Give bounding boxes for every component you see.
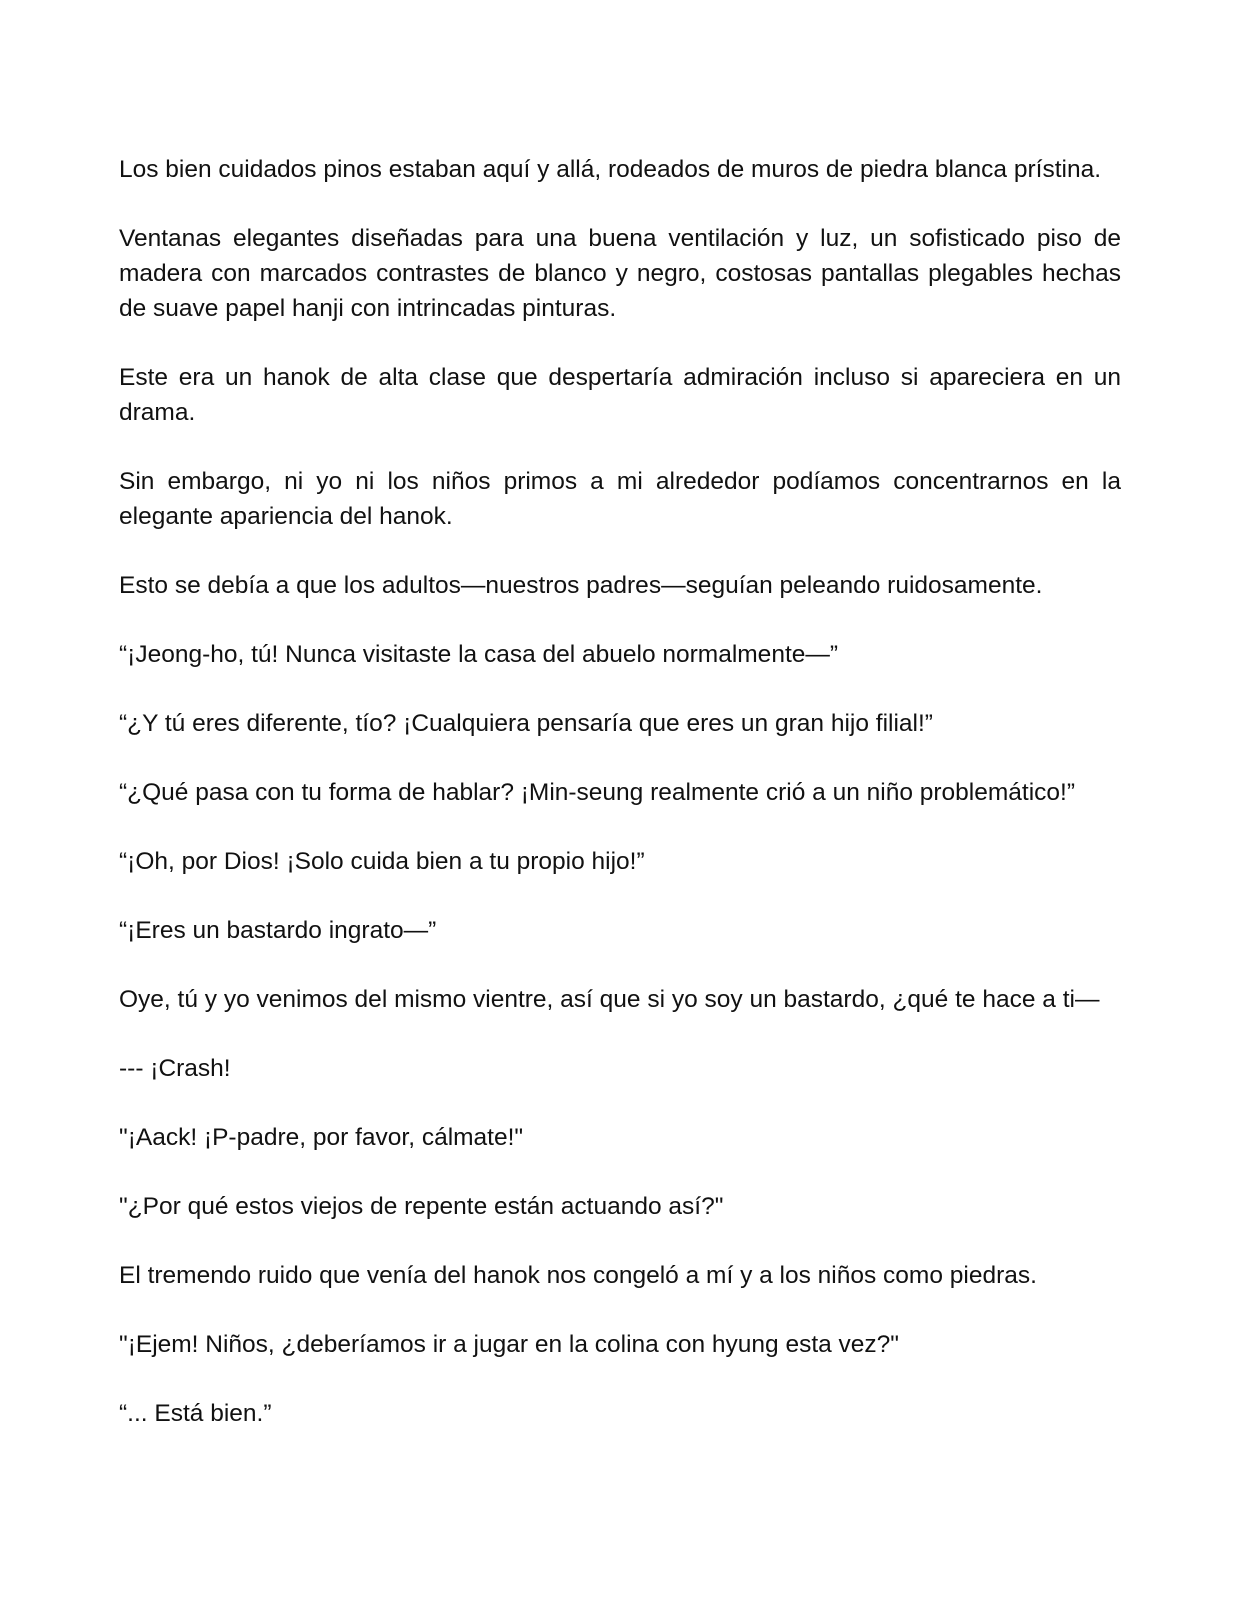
paragraph-6: Oye, tú y yo venimos del mismo vientre, así que si yo soy un bastardo, ¿qué te hace a ti— — [119, 986, 1100, 1013]
paragraph-2: Ventanas elegantes diseñadas para una buena ventilación y luz, un sofisticado piso de madera con marcados contrastes de blanco y negro, costosas pantallas plegables hechas de suave papel hanji con intrincadas pinturas. — [119, 225, 1121, 322]
dialogue-line-6: "¡Aack! ¡P-padre, por favor, cálmate!" — [119, 1124, 524, 1151]
dialogue-line-2: “¿Y tú eres diferente, tío? ¡Cualquiera pensaría que eres un gran hijo filial!” — [119, 710, 933, 737]
dialogue-line-3: “¿Qué pasa con tu forma de hablar? ¡Min-seung realmente crió a un niño problemático!” — [119, 779, 1075, 806]
dialogue-line-9: “... Está bien.” — [119, 1400, 272, 1427]
sound-effect-line: --- ¡Crash! — [119, 1055, 231, 1082]
dialogue-line-5: “¡Eres un bastardo ingrato—” — [119, 917, 437, 944]
paragraph-3: Este era un hanok de alta clase que despertaría admiración incluso si apareciera en un drama. — [119, 364, 1121, 426]
dialogue-line-7: "¿Por qué estos viejos de repente están actuando así?" — [119, 1193, 724, 1220]
paragraph-4: Sin embargo, ni yo ni los niños primos a mi alrededor podíamos concentrarnos en la elegante apariencia del hanok. — [119, 468, 1121, 530]
paragraph-7: El tremendo ruido que venía del hanok nos congeló a mí y a los niños como piedras. — [119, 1262, 1037, 1289]
dialogue-line-4: “¡Oh, por Dios! ¡Solo cuida bien a tu propio hijo!” — [119, 848, 645, 875]
dialogue-line-8: "¡Ejem! Niños, ¿deberíamos ir a jugar en la colina con hyung esta vez?" — [119, 1331, 900, 1358]
dialogue-line-1: “¡Jeong-ho, tú! Nunca visitaste la casa del abuelo normalmente—” — [119, 641, 839, 668]
paragraph-1: Los bien cuidados pinos estaban aquí y allá, rodeados de muros de piedra blanca prístina. — [119, 156, 1102, 183]
document-body — [119, 152, 1121, 1465]
paragraph-5: Esto se debía a que los adultos—nuestros padres—seguían peleando ruidosamente. — [119, 572, 1043, 599]
